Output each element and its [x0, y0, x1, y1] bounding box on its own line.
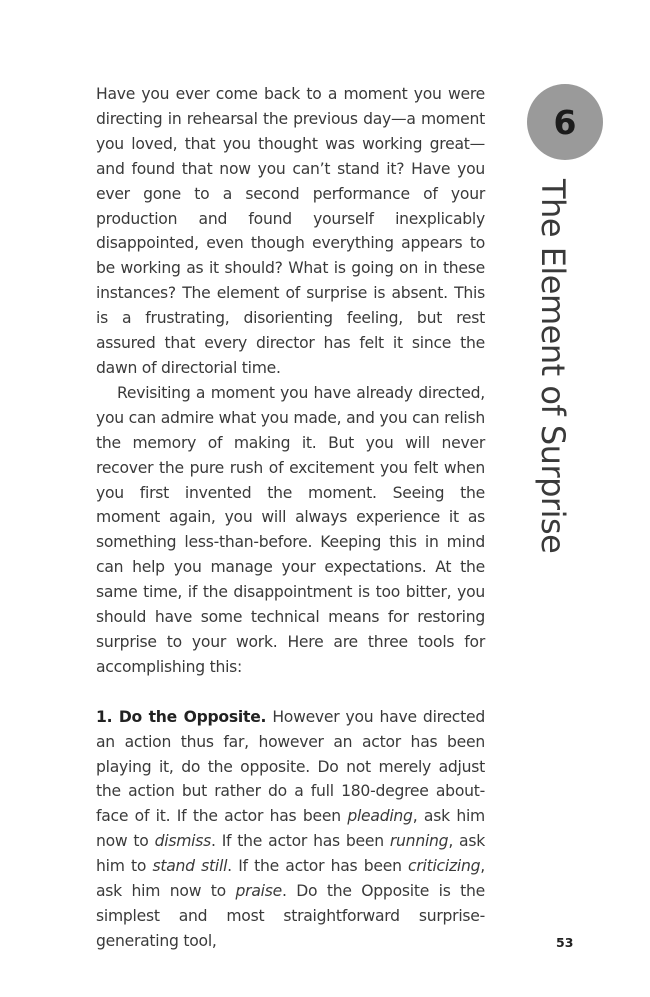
tool-do-the-opposite	[96, 705, 485, 954]
paragraph-revisiting: Revisiting a moment you have already directed, you can admire what you made, and you can relish the memory of making it. But you will never recover the pure rush of excitement you felt when you first invented the moment. Seeing the moment again, you will always experience it as something less-than-before. Keeping this in mind can help you manage your expectations. At the same time, if the disappointment is too bitter, you should have some technical means for restoring surprise to your work. Here are three tools for accomplishing this:	[96, 383, 485, 676]
paragraph-intro: Have you ever come back to a moment you were directing in rehearsal the previous day—a moment you loved, that you thought was working great—and found that now you can’t stand it? Have you ever gone to a second performance of your production and found yourself inexplicably disappointed, even though everything appears to be working as it should? What is going on in these instances? The element of surprise is absent. This is a frustrating, disorienting feeling, but rest assured that every director has felt it since the dawn of directorial time.	[96, 85, 485, 377]
emphasis-word: stand still	[152, 857, 228, 876]
emphasis-word: criticizing	[408, 857, 481, 876]
tool-text: . Do the Opposite is the simplest and most straightforward surprise-generating tool,	[96, 882, 485, 950]
tool-text: , ask him now to	[96, 857, 485, 901]
chapter-title: The Element of Surprise	[534, 179, 572, 554]
emphasis-word: pleading	[347, 807, 413, 826]
tool-text: However you have directed an action thus far, however an actor has been playing it, do the opposite. Do not merely adjust the action but rather do a full 180-degree about-face of it. If the actor has been	[96, 707, 485, 826]
chapter-number: 6	[553, 102, 577, 142]
tool-text: , ask him to	[96, 832, 486, 876]
body-text	[96, 82, 485, 954]
emphasis-word: running	[389, 832, 449, 851]
page-number: 53	[556, 935, 574, 950]
tool-text: . If the actor has been	[210, 832, 390, 851]
tool-text: . If the actor has been	[227, 857, 409, 876]
emphasis-word: dismiss	[154, 832, 211, 851]
chapter-number-badge	[527, 84, 603, 160]
tool-text: , ask him now to	[96, 807, 485, 851]
tool-heading: 1. Do the Opposite.	[96, 707, 267, 726]
emphasis-word: praise	[235, 882, 282, 901]
